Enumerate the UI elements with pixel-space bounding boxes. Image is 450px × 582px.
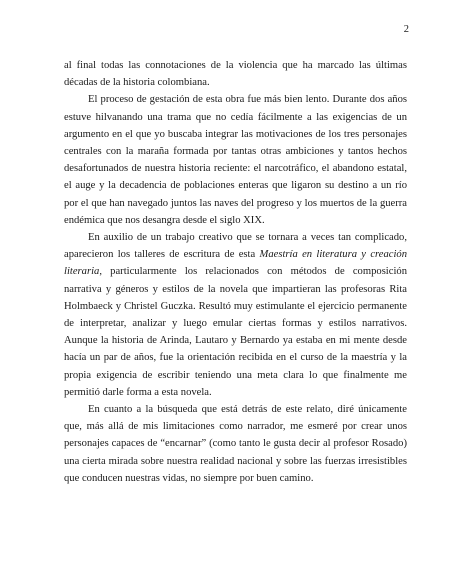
- body-text: [64, 57, 407, 487]
- paragraph-workshops-rest: , particularmente los relacionados con métodos de composición narrativa y géneros y estilos de la novela que impartieran las profesoras Rita Holmbaeck y Christel Guczka. Resultó muy estimulante el ejercicio permanente de interpretar, analizar y luego emular ciertas formas y estilos narrativos. Aunque la historia de Arinda, Lautaro y Bernardo ya estaba en mi mente desde hacía un par de años, fue la orientación recibida en el curso de la maestría y la propia exigencia de escribir teniendo una meta clara lo que finalmente me permitió darle forma a esta novela.: [64, 266, 407, 398]
- paragraph-workshops: [64, 229, 407, 401]
- program-title: Maestría en literatura y creación literaria: [64, 249, 407, 278]
- paragraph-search: En cuanto a la búsqueda que está detrás de este relato, diré únicamente que, más allá de mis limitaciones como narrador, me esmeré por crear unos personajes capaces de “encarnar” (como tanto le gusta decir al profesor Rosado) una cierta mirada sobre nuestra realidad nacional y sobre las fuerzas irresistibles que conducen nuestras vidas, no siempre por buen camino.: [64, 404, 407, 484]
- page-number: 2: [403, 24, 409, 35]
- paragraph-continuation: al final todas las connotaciones de la violencia que ha marcado las últimas décadas de la historia colombiana.: [64, 60, 407, 89]
- paragraph-gestation: El proceso de gestación de esta obra fue más bien lento. Durante dos años estuve hilvanando una trama que no cedía fácilmente a las exigencias de un argumento en el que yo buscaba integrar las motivaciones de los tres personajes centrales con la maraña formada por tantas otras ambiciones y tantos hechos desafortunados de nuestra historia reciente: el narcotráfico, el abandono estatal, el auge y la decadencia de poblaciones enteras que ligaron su destino a un río por el que han navegado juntos las naves del progreso y los muertos de la guerra endémica que nos desangra desde el siglo XIX.: [64, 94, 407, 226]
- paragraph-workshops-intro: En auxilio de un trabajo creativo que se tornara a veces tan complicado, aparecieron los talleres de escritura de esta: [64, 232, 407, 261]
